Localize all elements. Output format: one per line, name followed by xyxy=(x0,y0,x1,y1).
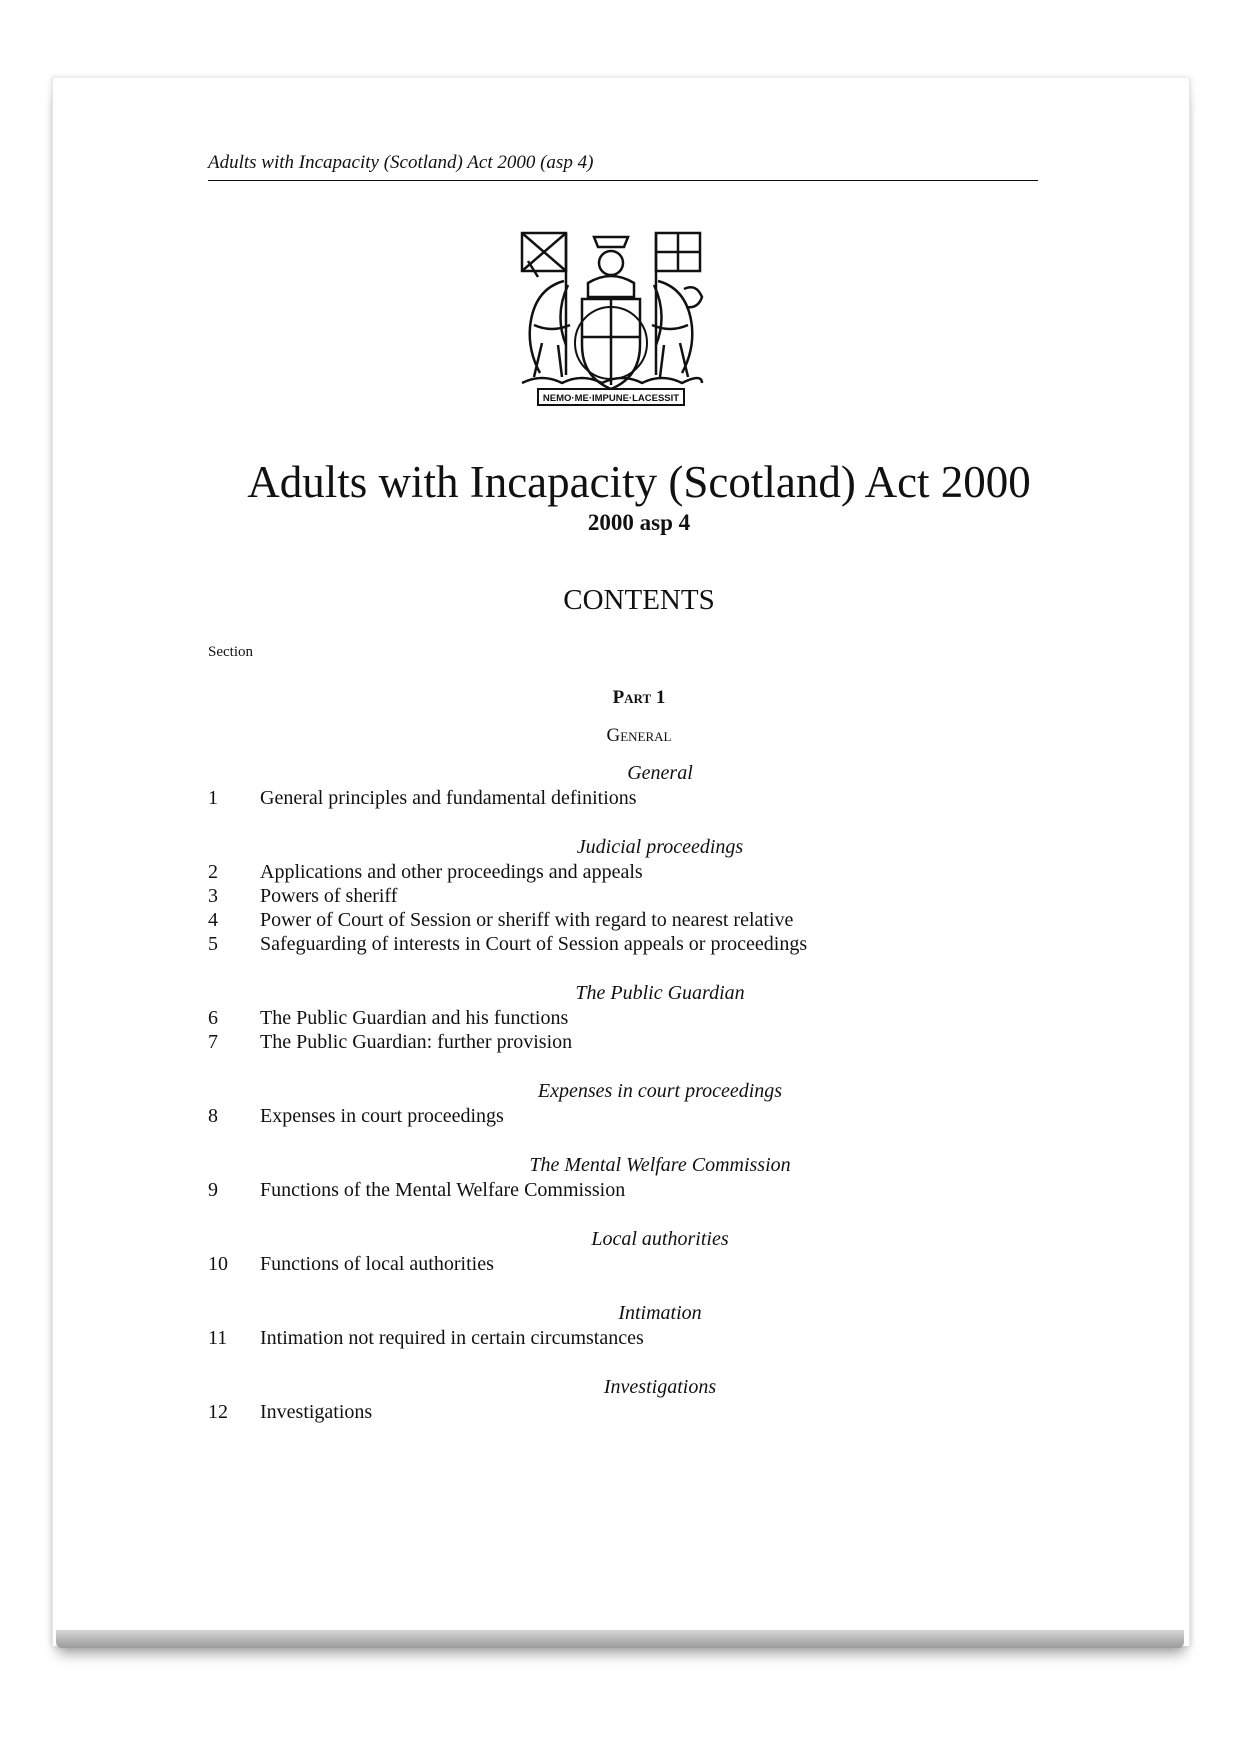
toc-group-heading: Judicial proceedings xyxy=(576,836,744,858)
section-title: Power of Court of Session or sheriff with regard to nearest relative xyxy=(260,909,794,931)
contents-heading: CONTENTS xyxy=(563,584,715,616)
section-title: Expenses in court proceedings xyxy=(260,1105,504,1127)
section-number: 3 xyxy=(208,885,218,907)
section-title: Applications and other proceedings and appeals xyxy=(260,861,643,883)
section-number: 12 xyxy=(208,1401,228,1423)
section-number: 1 xyxy=(208,787,218,809)
toc-entry[interactable] xyxy=(208,1400,1038,1424)
toc-entry[interactable] xyxy=(208,1030,1038,1054)
toc-group-heading: Investigations xyxy=(603,1376,717,1398)
toc-entry[interactable] xyxy=(208,1104,1038,1128)
toc-group xyxy=(208,1226,1038,1276)
toc-entry[interactable] xyxy=(208,1006,1038,1030)
toc-entry[interactable] xyxy=(208,860,1038,884)
toc-entry[interactable] xyxy=(208,932,1038,956)
toc-entry[interactable] xyxy=(208,908,1038,932)
section-title: The Public Guardian: further provision xyxy=(260,1031,573,1053)
part-name: General xyxy=(606,725,672,746)
table-of-contents xyxy=(208,760,1038,1424)
section-number: 8 xyxy=(208,1105,218,1127)
toc-group xyxy=(208,1078,1038,1128)
section-number: 6 xyxy=(208,1007,218,1029)
crest-motto: NEMO·ME·IMPUNE·LACESSIT xyxy=(542,393,680,404)
asp-number: 2000 asp 4 xyxy=(587,510,691,535)
section-title: Functions of local authorities xyxy=(260,1253,494,1275)
section-title: Powers of sheriff xyxy=(260,885,398,907)
section-title: Functions of the Mental Welfare Commission xyxy=(260,1179,626,1201)
toc-group xyxy=(208,1152,1038,1202)
toc-entry[interactable] xyxy=(208,786,1038,810)
section-title: The Public Guardian and his functions xyxy=(260,1007,569,1029)
section-number: 2 xyxy=(208,861,218,883)
toc-group xyxy=(208,760,1038,810)
toc-group-heading: Expenses in court proceedings xyxy=(537,1080,783,1102)
page-shadow-edge xyxy=(56,1630,1184,1648)
section-number: 5 xyxy=(208,933,218,955)
toc-group-heading: Local authorities xyxy=(591,1228,729,1250)
toc-group xyxy=(208,1374,1038,1424)
section-title: Investigations xyxy=(260,1401,373,1423)
section-title: General principles and fundamental definitions xyxy=(260,787,637,809)
section-number: 11 xyxy=(208,1327,228,1349)
running-head: Adults with Incapacity (Scotland) Act 2000 (asp 4) xyxy=(208,152,1038,181)
section-number: 4 xyxy=(208,909,218,931)
toc-entry[interactable] xyxy=(208,1178,1038,1202)
toc-group-heading: General xyxy=(627,762,693,784)
section-title: Safeguarding of interests in Court of Session appeals or proceedings xyxy=(260,933,808,955)
toc-group xyxy=(208,980,1038,1054)
toc-group xyxy=(208,1300,1038,1350)
royal-arms-crest-icon xyxy=(508,225,714,411)
toc-entry[interactable] xyxy=(208,1326,1038,1350)
toc-entry[interactable] xyxy=(208,884,1038,908)
toc-group-heading: Intimation xyxy=(618,1302,702,1324)
act-title: Adults with Incapacity (Scotland) Act 2000 xyxy=(247,457,1031,507)
section-title: Intimation not required in certain circumstances xyxy=(260,1327,644,1349)
toc-group-heading: The Public Guardian xyxy=(575,982,745,1004)
section-column-label: Section xyxy=(208,644,253,660)
section-number: 10 xyxy=(208,1253,228,1275)
toc-entry[interactable] xyxy=(208,1252,1038,1276)
part-label: Part 1 xyxy=(612,687,666,708)
section-number: 7 xyxy=(208,1031,218,1053)
toc-group-heading: The Mental Welfare Commission xyxy=(529,1154,791,1176)
toc-group xyxy=(208,834,1038,956)
section-number: 9 xyxy=(208,1179,218,1201)
